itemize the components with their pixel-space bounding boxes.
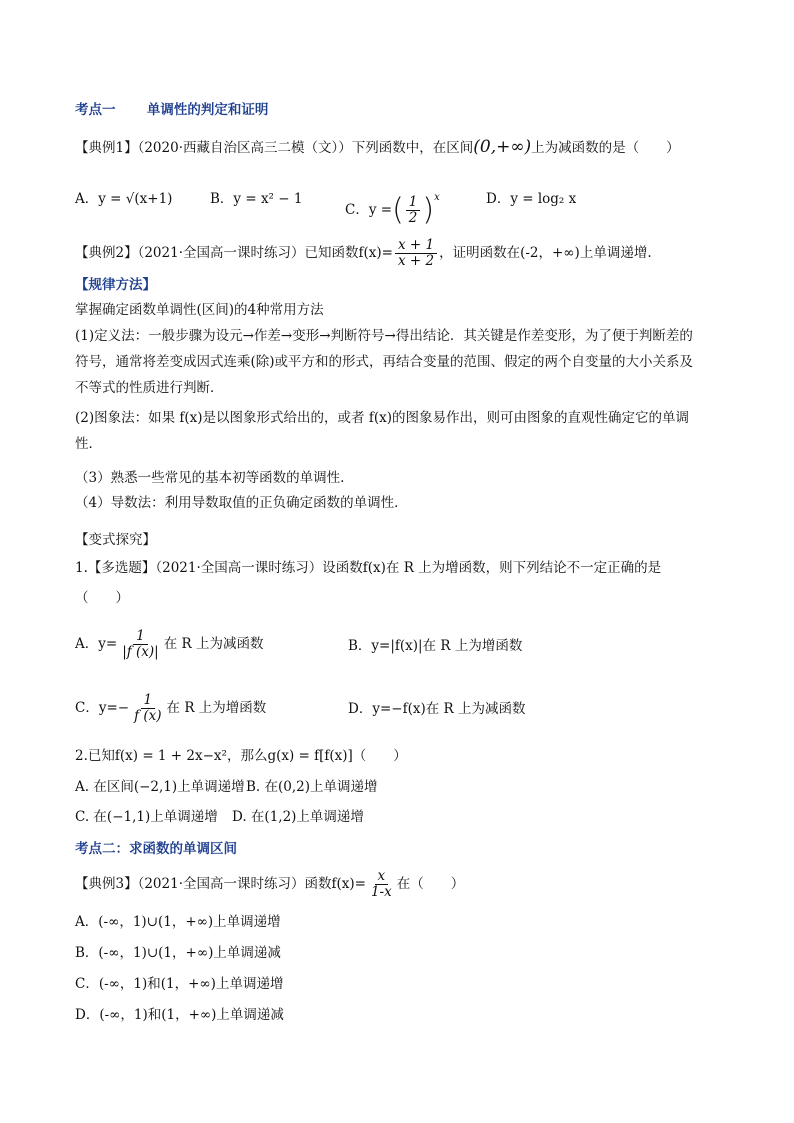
method-p1-line2: 符号，通常将差变成因式连乘(除)或平方和的形式，再结合变量的范围、假定的两个自变量的大小关系及 (75, 354, 694, 370)
option-text: C．y = (345, 202, 393, 218)
variant-header: 【变式探究】 (75, 532, 156, 548)
section-title: 求函数的单调区间 (129, 841, 237, 857)
example-source: （2021·全国高一课时练习） (137, 245, 305, 261)
option-text: B．y = x² − 1 (210, 191, 303, 207)
stem-text: ，证明函数在(-2，+∞)上单调递增. (439, 245, 652, 261)
stem-text: 在（ ） (396, 876, 465, 892)
fraction (395, 238, 437, 269)
option-text: C．y=− (75, 700, 130, 716)
fraction (131, 693, 164, 724)
question-1-option-b: B．y=|f(x)|在 R 上为增函数 (348, 638, 523, 654)
question-1-option-c (75, 690, 266, 726)
fraction-denominator: 2 (408, 210, 418, 226)
fraction-numerator: x + 1 (395, 238, 437, 254)
example-3-option-d: D．(-∞，1)和(1，+∞)上单调递减 (75, 1007, 284, 1023)
example-tag: 【典例1】 (75, 140, 138, 156)
example-tag: 【典例3】 (75, 876, 138, 892)
fraction-numerator: x (375, 869, 389, 885)
method-p2-line2: 性． (75, 436, 102, 452)
stem-text: 已知函数f(x)= (304, 245, 393, 261)
question-1-paren: （ ） (75, 590, 129, 606)
method-p1-line3: 不等式的性质进行判断． (75, 380, 224, 396)
example-3-option-b: B．(-∞，1)∪(1，+∞)上单调递减 (75, 945, 281, 961)
method-p3: （3）熟悉一些常见的基本初等函数的单调性. (75, 470, 345, 486)
method-intro: 掌握确定函数单调性(区间)的4种常用方法 (75, 302, 324, 318)
fraction-denominator: |f (x)| (122, 644, 159, 660)
section-heading-2 (75, 839, 237, 859)
question-2-option-b: B. 在(0,2)上单调递增 (246, 779, 378, 795)
question-2-option-a: A. 在区间(−2,1)上单调递增 (75, 779, 245, 795)
interval: (0,+∞) (473, 137, 532, 157)
method-p4: （4）导数法：利用导数取值的正负确定函数的单调性． (75, 495, 408, 511)
example-1-option-c (345, 180, 440, 229)
section-label: 考点二： (75, 841, 129, 857)
question-2-stem: 2.已知f(x) = 1 + 2x−x²，那么g(x) = f[f(x)]（ ） (75, 748, 407, 764)
example-3-stem (75, 866, 464, 902)
fraction-denominator: f (x) (134, 708, 162, 724)
option-text: D．y = log₂ x (486, 191, 577, 207)
exponent: x (434, 192, 440, 203)
section-label: 考点一 (75, 102, 116, 118)
paren-right: ) (422, 192, 435, 228)
option-text: A．y= (75, 636, 118, 652)
example-1-option-b (210, 189, 302, 209)
example-source: （2021·全国高一课时练习） (137, 876, 305, 892)
example-source: （2020·西藏自治区高三二模（文）） (137, 140, 352, 156)
question-1-stem: 1.【多选题】（2021·全国高一课时练习）设函数f(x)在 R 上为增函数，则下列结论不一定正确的是 (75, 560, 662, 576)
example-tag: 【典例2】 (75, 245, 138, 261)
example-3-option-a: A．(-∞，1)∪(1，+∞)上单调递增 (75, 914, 281, 930)
example-1-option-d (486, 189, 576, 209)
example-2-stem (75, 236, 652, 270)
option-text: A．y = √(x+1) (75, 191, 173, 207)
section-title: 单调性的判定和证明 (146, 102, 269, 118)
stem-text: 函数f(x)= (304, 876, 366, 892)
paren-left: ( (392, 192, 404, 228)
fraction-denominator: 1-x (370, 884, 392, 900)
fraction-numerator: 1 (141, 693, 156, 709)
fraction-numerator: 1 (406, 195, 421, 211)
example-3-option-c: C．(-∞，1)和(1，+∞)上单调递增 (75, 976, 284, 992)
fraction (368, 869, 395, 900)
option-text: 在 R 上为增函数 (166, 700, 267, 716)
fraction (119, 629, 162, 660)
question-2-option-d: D. 在(1,2)上单调递增 (232, 809, 364, 825)
option-text: 在 R 上为减函数 (163, 636, 264, 652)
fraction (406, 195, 421, 226)
method-p2-line1: (2)图象法：如果 f(x)是以图象形式给出的，或者 f(x)的图象易作出，则可由图象的直观性确定它的单调 (75, 410, 689, 426)
method-p1-line1: (1)定义法：一般步骤为设元→作差→变形→判断符号→得出结论．其关键是作差变形，为了便于判断差的 (75, 328, 693, 344)
fraction-numerator: 1 (133, 629, 148, 645)
question-1-option-a (75, 626, 263, 662)
question-2-option-c: C. 在(−1,1)上单调递增 (75, 809, 218, 825)
stem-text: 下列函数中，在区间 (351, 140, 474, 156)
example-1-stem (75, 137, 680, 158)
method-header: 【规律方法】 (75, 277, 156, 293)
fraction-denominator: x + 2 (397, 253, 435, 269)
stem-text: 上为减函数的是（ ） (531, 140, 680, 156)
section-heading-1 (75, 100, 268, 120)
question-1-option-d: D．y=−f(x)在 R 上为减函数 (348, 701, 526, 717)
example-1-option-a (75, 189, 172, 209)
